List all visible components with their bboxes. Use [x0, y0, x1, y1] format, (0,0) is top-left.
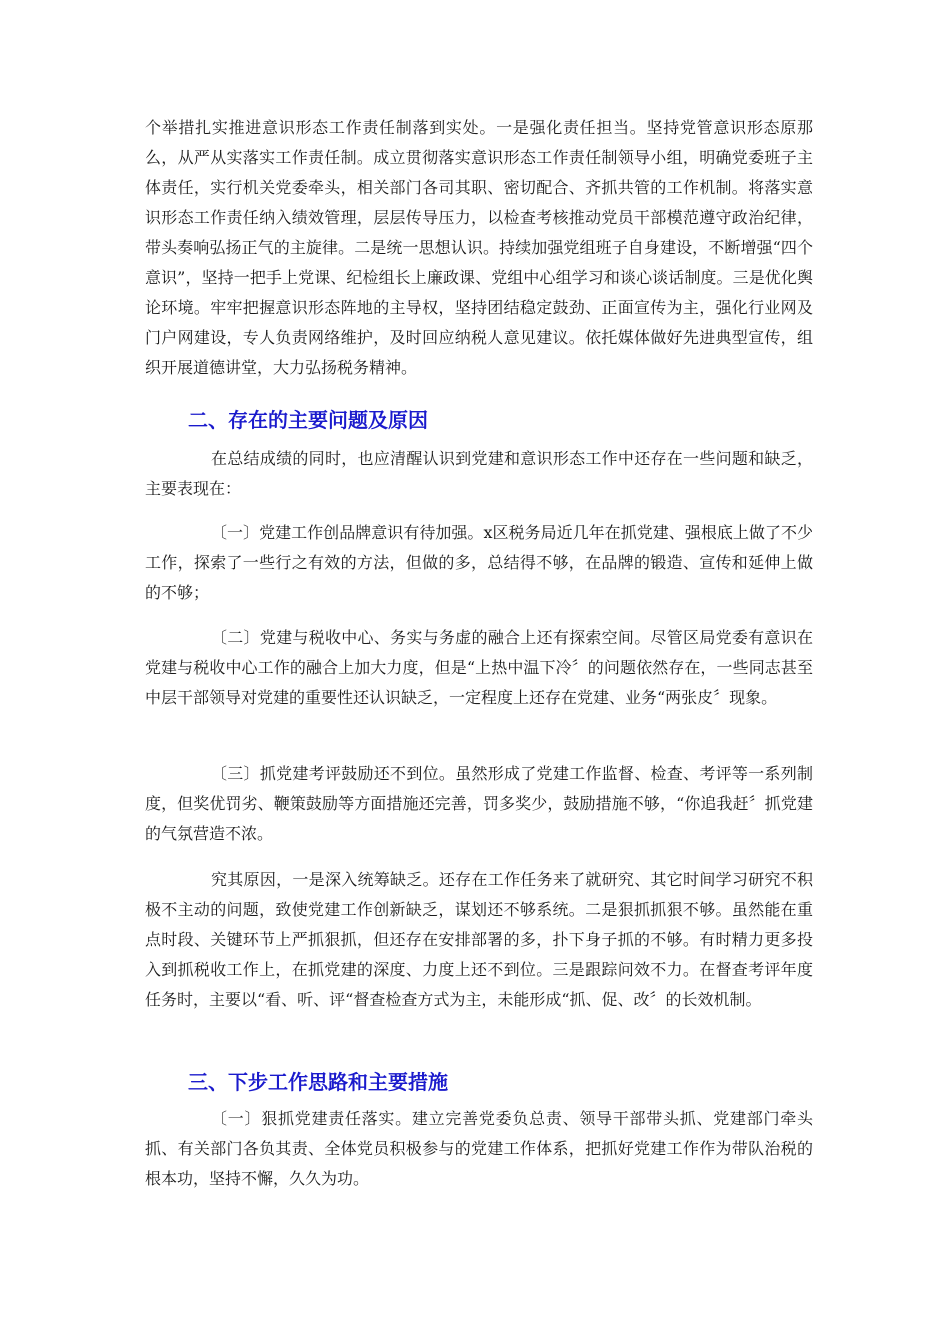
- intro-paragraph: 个举措扎实推进意识形态工作责任制落到实处。一是强化责任担当。坚持党管意识形态原那么，从严从实落实工作责任制。成立贯彻落实意识形态工作责任制领导小组，明确党委班子主体责任，实行机关党委牵头，相关部门各司其职、密切配合、齐抓共管的工作机制。将落实意识形态工作责任纳入绩效管理，层层传导压力，以检查考核推动党员干部模范遵守政治纪律，带头奏响弘扬正气的主旋律。二是统一思想认识。持续加强党组班子自身建设，不断增强“四个意识”，坚持一把手上党课、纪检组长上廉政课、党组中心组学习和谈心谈话制度。三是优化舆论环境。牢牢把握意识形态阵地的主导权，坚持团结稳定鼓劲、正面宣传为主，强化行业网及门户网建设，专人负责网络维护，及时回应纳税人意见建议。依托媒体做好先进典型宣传，组织开展道德讲堂，大力弘扬税务精神。: [145, 118, 813, 377]
- section2-lead-paragraph: 在总结成绩的同时，也应清醒认识到党建和意识形态工作中还存在一些问题和缺乏，主要表现在：: [145, 449, 813, 498]
- problem-item-3: 〔三〕抓党建考评鼓励还不到位。虽然形成了党建工作监督、检查、考评等一系列制度，但奖优罚劣、鞭策鼓励等方面措施还完善，罚多奖少，鼓励措施不够，“你追我赶〞抓党建的气氛营造不浓。: [145, 764, 813, 843]
- problem-item-2: 〔二〕党建与税收中心、务实与务虚的融合上还有探索空间。尽管区局党委有意识在党建与税收中心工作的融合上加大力度，但是“上热中温下冷〞的问题依然存在，一些同志甚至中层干部领导对党建的重要性还认识缺乏，一定程度上还存在党建、业务“两张皮〞现象。: [145, 628, 813, 707]
- problem-item-1: 〔一〕党建工作创品牌意识有待加强。x区税务局近几年在抓党建、强根底上做了不少工作，探索了一些行之有效的方法，但做的多，总结得不够，在品牌的锻造、宣传和延伸上做的不够；: [145, 523, 813, 602]
- causes-paragraph: 究其原因，一是深入统筹缺乏。还存在工作任务来了就研究、其它时间学习研究不积极不主动的问题，致使党建工作创新缺乏，谋划还不够系统。二是狠抓抓狠不够。虽然能在重点时段、关键环节上严抓狠抓，但还存在安排部署的多，扑下身子抓的不够。有时精力更多投入到抓税收工作上，在抓党建的深度、力度上还不到位。三是跟踪问效不力。在督查考评年度任务时，主要以“看、听、评“督查检查方式为主，未能形成“抓、促、改〞的长效机制。: [145, 870, 813, 1009]
- section-heading-problems: 二、存在的主要问题及原因: [188, 408, 428, 432]
- measure-item-1: 〔一〕狠抓党建责任落实。建立完善党委负总责、领导干部带头抓、党建部门牵头抓、有关部门各负其责、全体党员积极参与的党建工作体系，把抓好党建工作作为带队治税的根本功，坚持不懈，久久为功。: [145, 1109, 813, 1188]
- section-heading-next-steps: 三、下步工作思路和主要措施: [188, 1070, 448, 1094]
